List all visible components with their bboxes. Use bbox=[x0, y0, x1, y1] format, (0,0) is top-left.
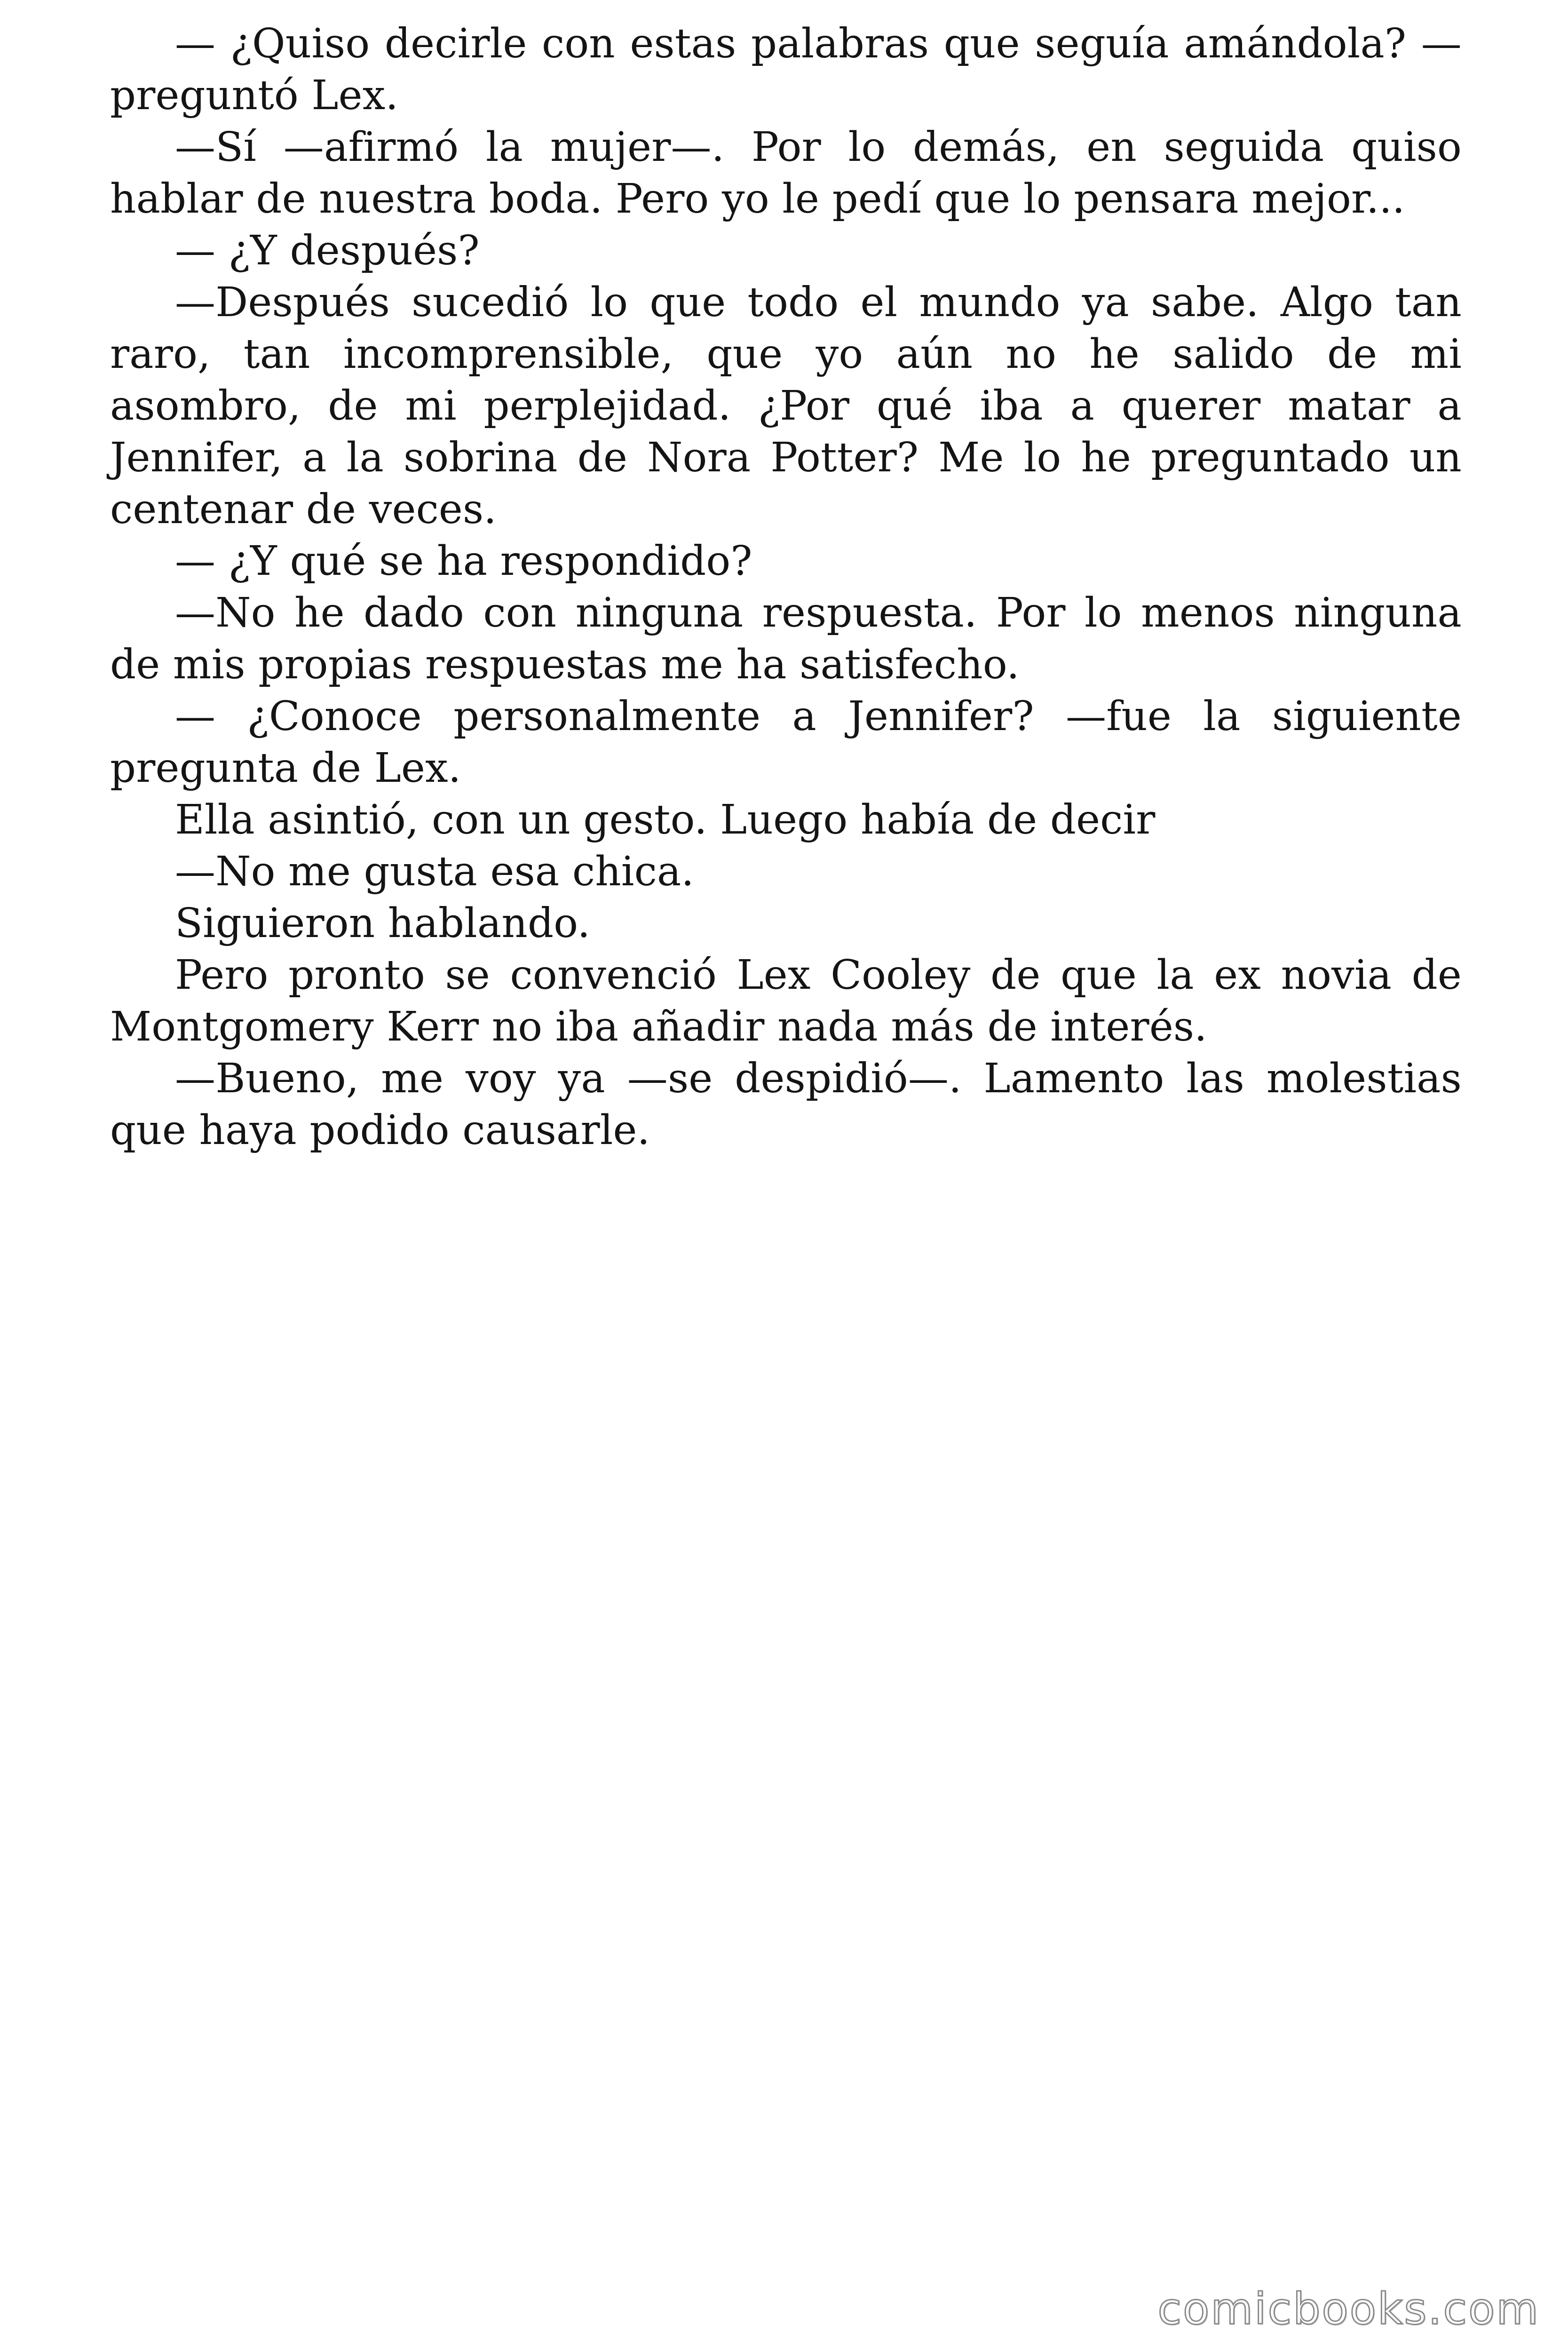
paragraph-9: —No me gusta esa chica. bbox=[175, 848, 694, 895]
paragraph-12: —Bueno, me voy ya —se despidió—. Lamento las molestias que haya podido causarle. bbox=[110, 1055, 1462, 1154]
paragraph-6: —No he dado con ninguna respuesta. Por lo menos ninguna de mis propias respuestas me ha satisfecho. bbox=[110, 589, 1462, 688]
paragraph-7: — ¿Conoce personalmente a Jennifer? —fue la siguiente pregunta de Lex. bbox=[110, 693, 1462, 792]
paragraph-3: — ¿Y después? bbox=[175, 227, 480, 274]
paragraph-1: — ¿Quiso decirle con estas palabras que seguía amándola? —preguntó Lex. bbox=[110, 20, 1462, 119]
paragraph-5: — ¿Y qué se ha respondido? bbox=[175, 538, 752, 585]
watermark: comicbooks.com bbox=[1157, 2284, 1540, 2334]
paragraph-10: Siguieron hablando. bbox=[175, 900, 591, 947]
paragraph-8: Ella asintió, con un gesto. Luego había de decir bbox=[175, 796, 1156, 843]
paragraph-4: —Después sucedió lo que todo el mundo ya sabe. Algo tan raro, tan incomprensible, que yo aún no he salido de mi asombro, de mi perplejidad. ¿Por qué iba a querer matar a Jennifer, a la sobrina de Nora Potter? Me lo he preguntado un centenar de veces. bbox=[110, 279, 1462, 533]
paragraph-11: Pero pronto se convenció Lex Cooley de que la ex novia de Montgomery Kerr no iba añadir nada más de interés. bbox=[110, 952, 1462, 1050]
paragraph-2: —Sí —afirmó la mujer—. Por lo demás, en seguida quiso hablar de nuestra boda. Pero yo le pedí que lo pensara mejor... bbox=[110, 124, 1462, 222]
book-page-text bbox=[110, 18, 1462, 1156]
